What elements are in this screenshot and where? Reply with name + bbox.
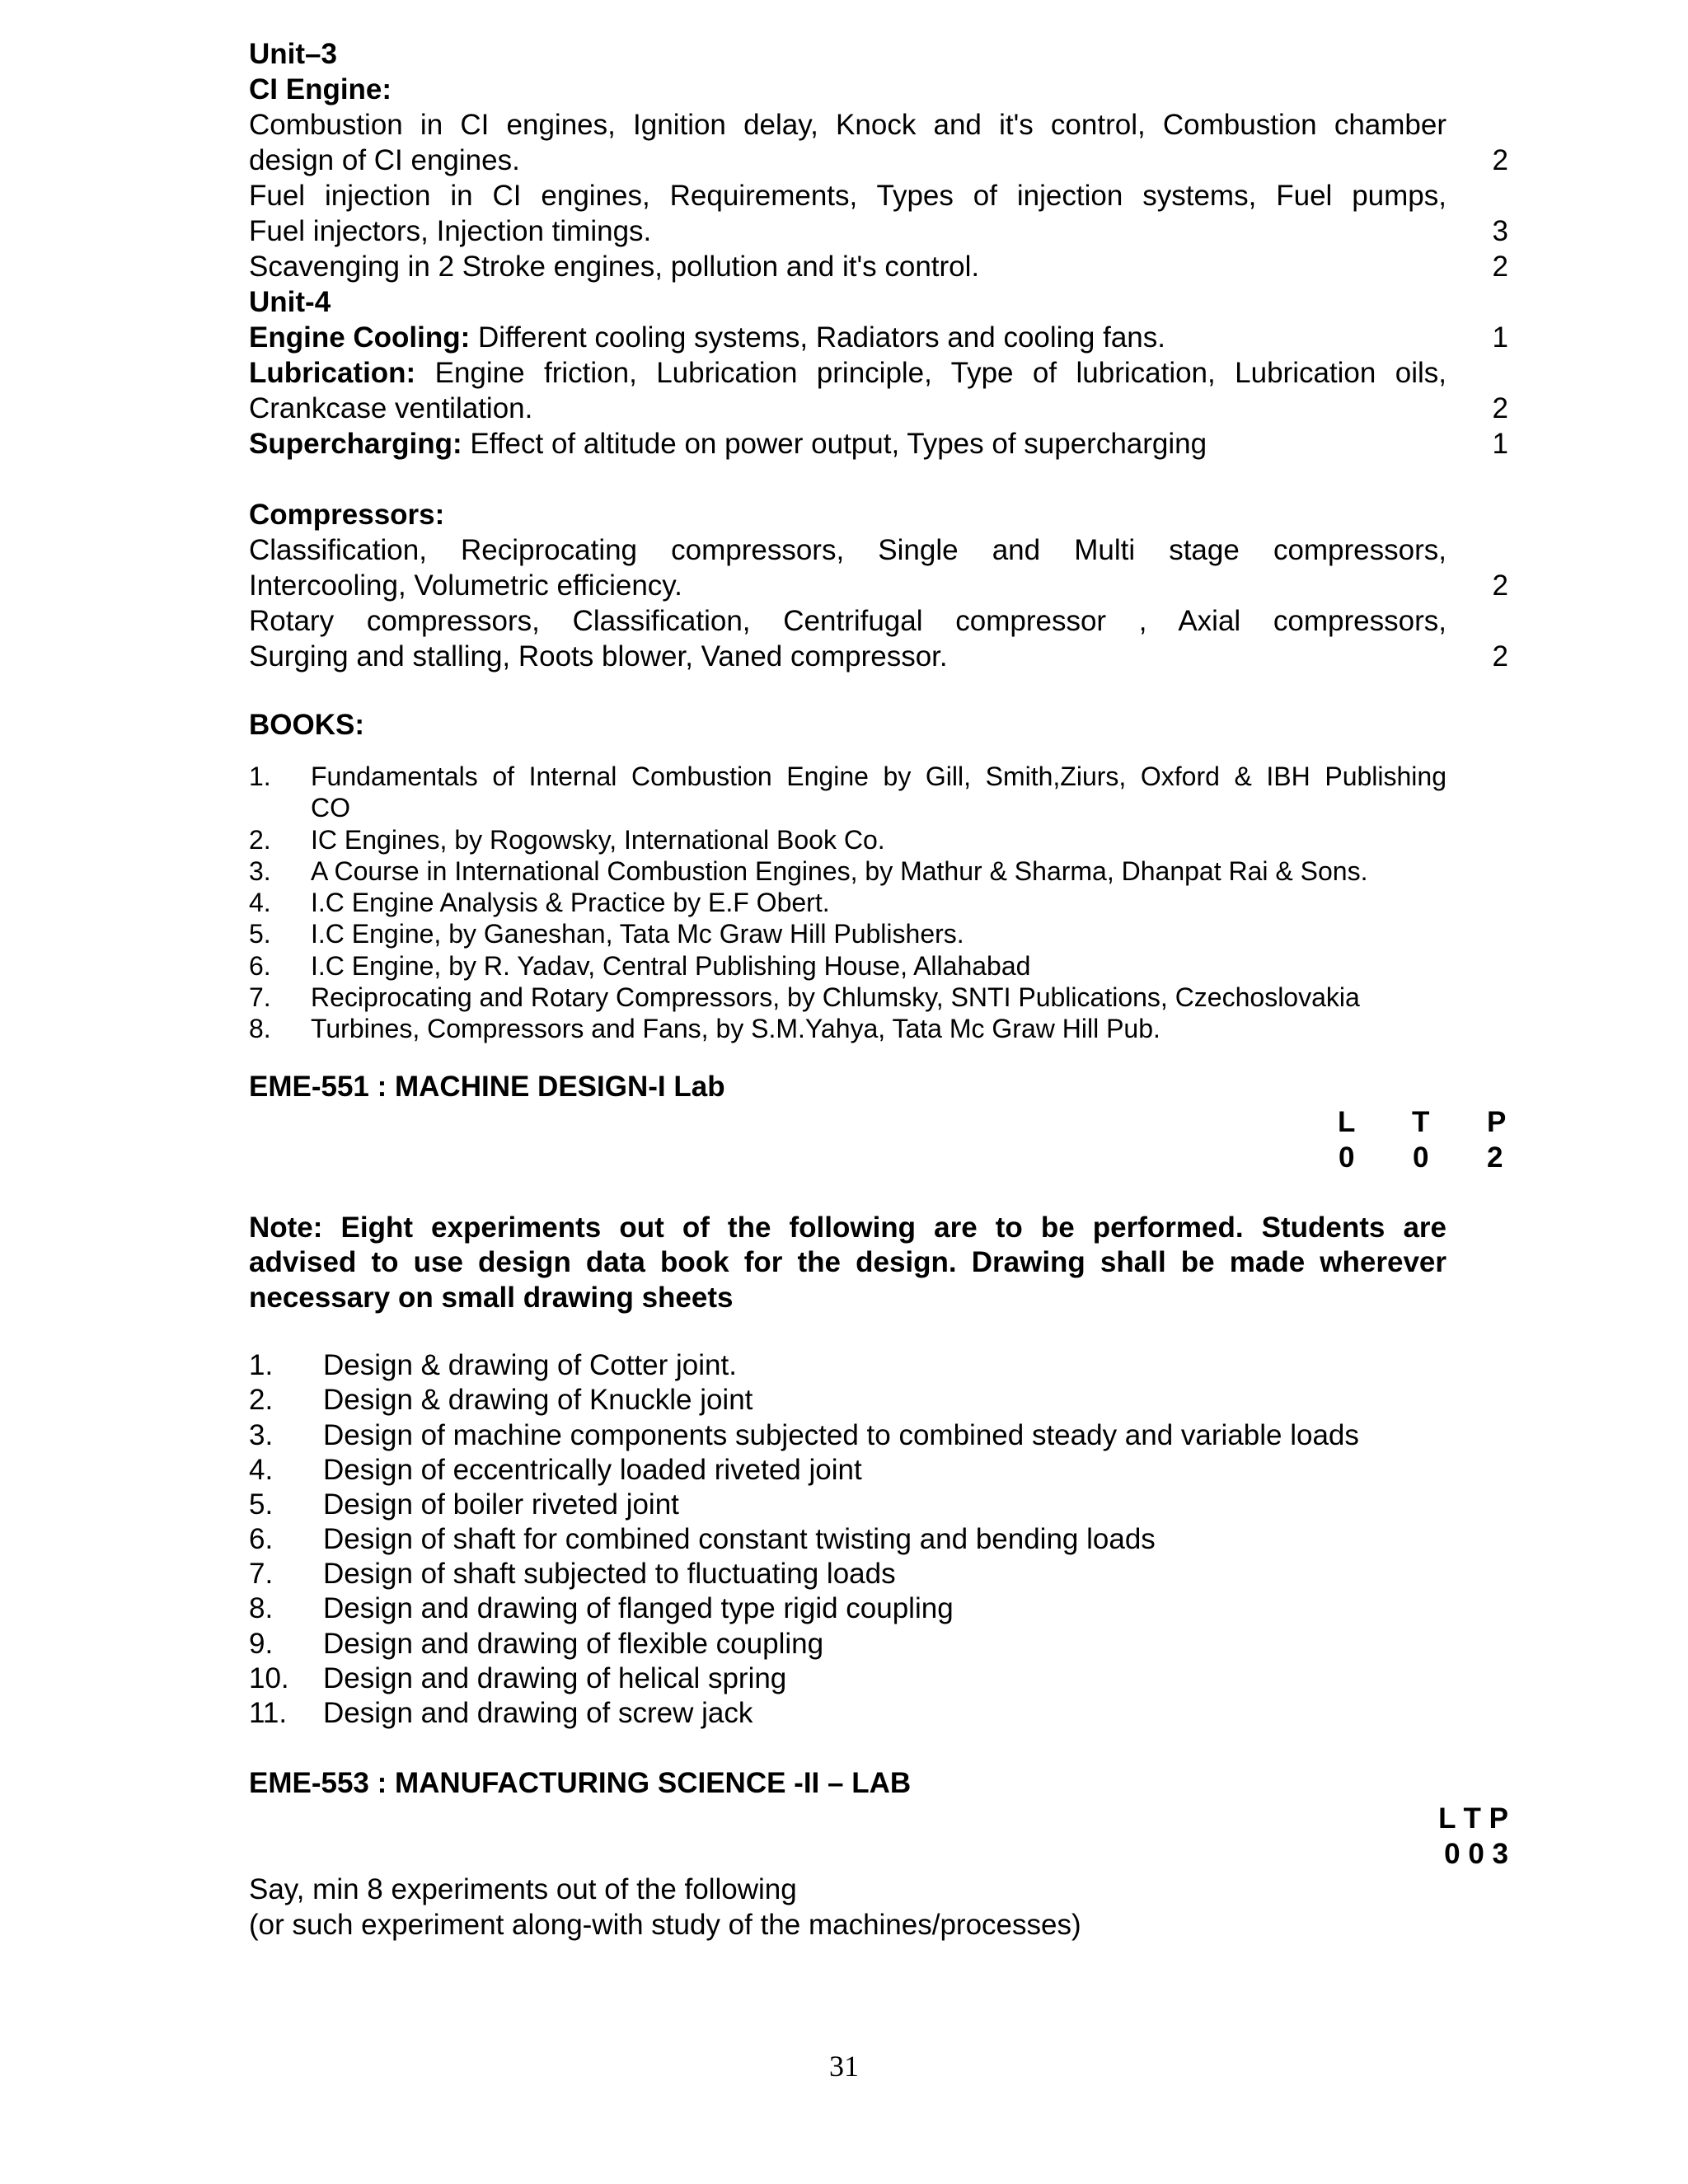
experiment-number: 11. — [249, 1697, 288, 1730]
unit3-item-text: Fuel injection in CI engines, Requirements, Types of injection systems, Fuel pumps, — [249, 180, 1447, 212]
compressors-item-text: Classification, Reciprocating compressors, Single and Multi stage compressors, — [249, 534, 1447, 566]
ltp-label-p: P — [1487, 1105, 1507, 1138]
ltp-value-p: 2 — [1487, 1141, 1503, 1174]
hours-value: 2 — [1492, 251, 1508, 283]
book-number: 1. — [249, 762, 271, 791]
compressors-item-text: Rotary compressors, Classification, Centrifugal compressor , Axial compressors, — [249, 605, 1447, 637]
book-number: 4. — [249, 888, 271, 918]
eme551-title: EME-551 : MACHINE DESIGN-I Lab — [249, 1070, 725, 1103]
eme553-text-line: Say, min 8 experiments out of the following — [249, 1873, 797, 1906]
experiment-text: Design of shaft subjected to fluctuating loads — [323, 1558, 896, 1591]
book-text: I.C Engine, by R. Yadav, Central Publishing House, Allahabad — [311, 950, 1031, 981]
experiment-number: 1. — [249, 1349, 274, 1382]
lubrication-title: Lubrication: — [249, 357, 416, 389]
book-text: Fundamentals of Internal Combustion Engine by Gill, Smith,Ziurs, Oxford & IBH Publishing — [311, 762, 1447, 791]
book-item — [249, 950, 1508, 982]
unit3-item-text: Fuel injectors, Injection timings. — [249, 215, 652, 247]
eme553-title: EME-553 : MANUFACTURING SCIENCE -II – LAB — [249, 1767, 912, 1800]
experiment-number: 7. — [249, 1558, 274, 1591]
engine-cooling-item — [249, 320, 1508, 355]
experiment-item — [249, 1661, 1508, 1696]
supercharging-item — [249, 426, 1508, 462]
compressors-item — [249, 603, 1508, 674]
experiment-number: 3. — [249, 1418, 274, 1451]
hours-value: 3 — [1492, 215, 1508, 247]
compressors-heading: Compressors: — [249, 499, 445, 531]
note-line: Note: Eight experiments out of the following are to be performed. Students are — [249, 1211, 1447, 1244]
experiment-number: 4. — [249, 1453, 274, 1486]
experiment-text: Design of boiler riveted joint — [323, 1488, 679, 1521]
experiment-item — [249, 1453, 1508, 1488]
book-text: I.C Engine, by Ganeshan, Tata Mc Graw Hill Publishers. — [311, 919, 964, 949]
book-text: I.C Engine Analysis & Practice by E.F Obert. — [311, 888, 830, 918]
unit3-item — [249, 107, 1508, 178]
ltp-label-t: T — [1412, 1105, 1430, 1138]
experiment-item — [249, 1591, 1508, 1626]
book-item — [249, 855, 1508, 887]
hours-value: 2 — [1492, 640, 1508, 673]
books-list — [249, 761, 1508, 1045]
eme551-ltp-values — [249, 1140, 1508, 1175]
eme551-experiment-list — [249, 1348, 1508, 1731]
experiment-number: 6. — [249, 1523, 274, 1556]
book-text: IC Engines, by Rogowsky, International Book Co. — [311, 824, 885, 855]
hours-value: 2 — [1492, 144, 1508, 176]
supercharging-text: Effect of altitude on power output, Types of supercharging — [462, 428, 1207, 460]
compressors-item — [249, 532, 1508, 603]
book-number: 5. — [249, 919, 271, 949]
hours-value: 2 — [1492, 392, 1508, 424]
eme553-text-line: (or such experiment along-with study of the machines/processes) — [249, 1909, 1081, 1942]
lubrication-text: Engine friction, Lubrication principle, Type of lubrication, Lubrication oils, — [415, 357, 1447, 389]
unit3-item-text: design of CI engines. — [249, 144, 520, 176]
book-item — [249, 824, 1508, 855]
experiment-item — [249, 1696, 1508, 1731]
note-line: necessary on small drawing sheets — [249, 1281, 734, 1314]
eme551-ltp-labels — [249, 1104, 1508, 1140]
experiment-text: Design and drawing of flanged type rigid coupling — [323, 1592, 954, 1625]
book-item — [249, 918, 1508, 949]
experiment-text: Design & drawing of Cotter joint. — [323, 1349, 737, 1382]
book-item-continued — [249, 792, 1508, 823]
ltp-value-l: 0 — [1339, 1141, 1355, 1174]
experiment-item — [249, 1418, 1508, 1453]
experiment-text: Design and drawing of flexible coupling — [323, 1627, 824, 1660]
experiment-text: Design of machine components subjected to combined steady and variable loads — [323, 1418, 1359, 1451]
book-item — [249, 761, 1508, 792]
note-line: advised to use design data book for the design. Drawing shall be made wherever — [249, 1246, 1447, 1279]
experiment-text: Design and drawing of helical spring — [323, 1661, 787, 1694]
book-item — [249, 1013, 1508, 1044]
unit3-item-text: Scavenging in 2 Stroke engines, pollution and it's control. — [249, 251, 980, 283]
eme553-ltp-labels — [249, 1801, 1508, 1836]
experiment-text: Design of eccentrically loaded riveted joint — [323, 1453, 862, 1486]
experiment-number: 8. — [249, 1592, 274, 1625]
book-text: Turbines, Compressors and Fans, by S.M.Yahya, Tata Mc Graw Hill Pub. — [311, 1014, 1160, 1044]
eme551-note — [249, 1211, 1447, 1316]
book-item — [249, 887, 1508, 918]
eme553-ltp-values — [249, 1836, 1508, 1872]
lubrication-item — [249, 355, 1508, 426]
experiment-text: Design & drawing of Knuckle joint — [323, 1384, 753, 1417]
experiment-number: 2. — [249, 1384, 274, 1417]
ltp-value-t: 0 — [1413, 1141, 1429, 1174]
unit3-item — [249, 178, 1508, 249]
engine-cooling-text: Different cooling systems, Radiators and cooling fans. — [470, 321, 1165, 354]
experiment-item — [249, 1627, 1508, 1661]
book-number: 8. — [249, 1014, 271, 1044]
compressors-item-text: Intercooling, Volumetric efficiency. — [249, 569, 682, 602]
engine-cooling-title: Engine Cooling: — [249, 321, 471, 354]
hours-value: 1 — [1492, 428, 1508, 460]
books-heading: BOOKS: — [249, 709, 364, 741]
experiment-number: 5. — [249, 1488, 274, 1521]
compressors-item-text: Surging and stalling, Roots blower, Vaned compressor. — [249, 640, 948, 673]
page-content — [249, 36, 1508, 1943]
experiment-item — [249, 1348, 1508, 1383]
experiment-number: 9. — [249, 1627, 274, 1660]
book-text: CO — [311, 793, 350, 823]
book-number: 7. — [249, 982, 271, 1013]
unit4-heading: Unit-4 — [249, 286, 331, 318]
experiment-text: Design and drawing of screw jack — [323, 1697, 753, 1730]
book-item — [249, 982, 1508, 1013]
ltp-labels: L T P — [1438, 1802, 1508, 1835]
book-number: 3. — [249, 855, 271, 886]
hours-value: 1 — [1492, 321, 1508, 354]
unit3-item-text: Combustion in CI engines, Ignition delay, Knock and it's control, Combustion chamber — [249, 109, 1447, 141]
book-text: A Course in International Combustion Engines, by Mathur & Sharma, Dhanpat Rai & Sons. — [311, 855, 1368, 886]
experiment-item — [249, 1557, 1508, 1591]
book-text: Reciprocating and Rotary Compressors, by Chlumsky, SNTI Publications, Czechoslovakia — [311, 982, 1360, 1013]
hours-value: 2 — [1492, 569, 1508, 602]
book-number: 2. — [249, 824, 271, 855]
ltp-values: 0 0 3 — [1444, 1838, 1508, 1871]
ltp-label-l: L — [1338, 1105, 1356, 1138]
book-number: 6. — [249, 950, 271, 981]
experiment-item — [249, 1522, 1508, 1557]
experiment-number: 10. — [249, 1661, 289, 1694]
lubrication-text-2: Crankcase ventilation. — [249, 392, 533, 424]
supercharging-title: Supercharging: — [249, 428, 462, 460]
unit3-heading: Unit–3 — [249, 38, 337, 70]
unit3-subheading: CI Engine: — [249, 73, 392, 105]
experiment-item — [249, 1383, 1508, 1418]
page-number: 31 — [829, 2050, 859, 2083]
experiment-text: Design of shaft for combined constant twisting and bending loads — [323, 1523, 1156, 1556]
experiment-item — [249, 1488, 1508, 1522]
unit3-item — [249, 249, 1508, 284]
